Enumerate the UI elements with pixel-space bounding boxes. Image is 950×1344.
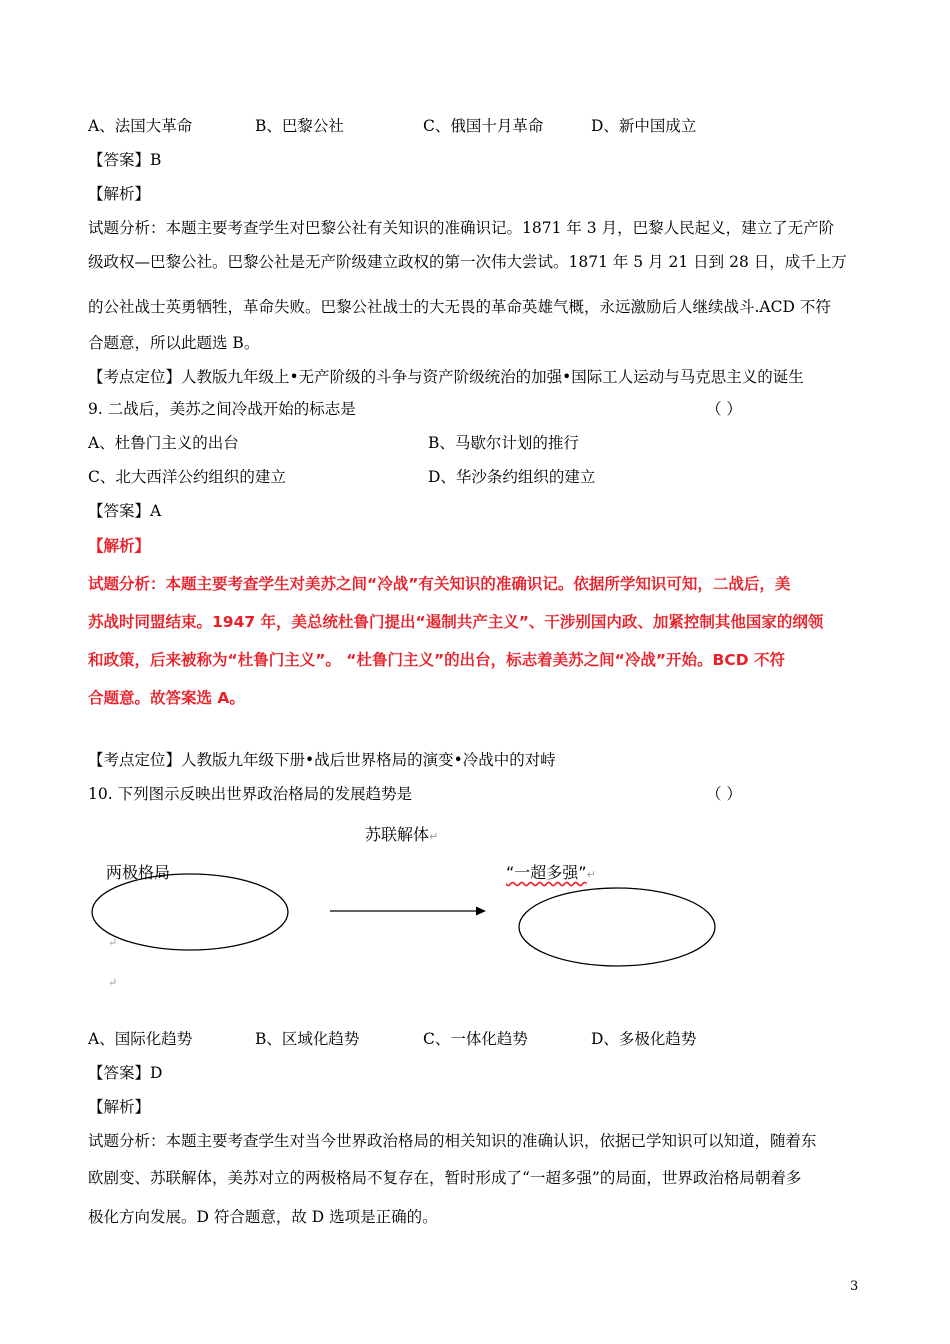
diagram-label-bipolar: 两极格局 bbox=[106, 863, 171, 882]
q8-analysis-line: 级政权—巴黎公社。巴黎公社是无产阶级建立政权的第一次伟大尝试。1871 年 5 月 21 日到 28 日，成千上万 bbox=[88, 253, 847, 271]
q8-option-b: B、巴黎公社 bbox=[255, 117, 344, 135]
q10-option-a: A、国际化趋势 bbox=[88, 1030, 193, 1048]
q9-option-c: C、北大西洋公约组织的建立 bbox=[88, 468, 286, 486]
q10-analysis-title: 【解析】 bbox=[88, 1098, 151, 1116]
q10-option-d: D、多极化趋势 bbox=[591, 1030, 697, 1048]
q8-analysis-line: 合题意，所以此题选 B。 bbox=[88, 334, 260, 352]
q8-answer: 【答案】B bbox=[88, 151, 162, 169]
q8-analysis-line: 试题分析：本题主要考查学生对巴黎公社有关知识的准确识记。1871 年 3 月，巴黎人民起义，建立了无产阶 bbox=[88, 219, 835, 237]
q10-answer-blank: （ ） bbox=[706, 785, 742, 803]
q8-option-d: D、新中国成立 bbox=[591, 117, 697, 135]
q8-analysis-title: 【解析】 bbox=[88, 185, 151, 203]
page-number: 3 bbox=[850, 1279, 859, 1294]
q9-answer: 【答案】A bbox=[88, 502, 162, 520]
q9-analysis-line: 合题意。故答案选 A。 bbox=[88, 689, 245, 707]
q9-option-a: A、杜鲁门主义的出台 bbox=[88, 434, 239, 452]
diagram-label-soviet-collapse: 苏联解体 bbox=[365, 825, 430, 844]
q9-analysis-line: 和政策，后来被称为“杜鲁门主义”。 “杜鲁门主义”的出台，标志着美苏之间“冷战”开始。BCD 不符 bbox=[88, 651, 785, 669]
q8-kaodian: 【考点定位】人教版九年级上•无产阶级的斗争与资产阶级统治的加强•国际工人运动与马克思主义的诞生 bbox=[88, 368, 804, 386]
arrow-head-icon bbox=[476, 907, 486, 916]
q10-analysis-line: 试题分析：本题主要考查学生对当今世界政治格局的相关知识的准确认识，依据已学知识可以知道，随着东 bbox=[88, 1132, 817, 1150]
q10-option-b: B、区域化趋势 bbox=[255, 1030, 360, 1048]
q9-answer-blank: （ ） bbox=[706, 400, 742, 418]
paragraph-mark-icon: ↵ bbox=[586, 868, 596, 881]
q8-analysis-line: 的公社战士英勇牺牲，革命失败。巴黎公社战士的大无畏的革命英雄气概，永远激励后人继续战斗.ACD 不符 bbox=[88, 298, 831, 316]
diagram-label-one-superpower: “一超多强” bbox=[506, 863, 587, 882]
paragraph-mark-icon: ↵ bbox=[429, 830, 439, 843]
q10-option-c: C、一体化趋势 bbox=[423, 1030, 528, 1048]
paragraph-mark-icon: ↵ bbox=[108, 936, 118, 949]
q9-analysis-line: 试题分析：本题主要考查学生对美苏之间“冷战”有关知识的准确识记。依据所学知识可知，二战后，美 bbox=[88, 575, 791, 593]
paragraph-mark-icon: ↵ bbox=[108, 976, 118, 989]
bipolar-ellipse bbox=[92, 874, 288, 950]
q9-stem: 9. 二战后，美苏之间冷战开始的标志是 bbox=[88, 400, 356, 418]
q10-analysis-line: 欧剧变、苏联解体，美苏对立的两极格局不复存在，暂时形成了“一超多强”的局面，世界政治格局朝着多 bbox=[88, 1169, 802, 1187]
q9-option-d: D、华沙条约组织的建立 bbox=[428, 468, 596, 486]
multipolar-ellipse bbox=[519, 888, 715, 966]
q10-answer: 【答案】D bbox=[88, 1064, 163, 1082]
q9-analysis-line: 苏战时同盟结束。1947 年，美总统杜鲁门提出“遏制共产主义”、干涉别国内政、加紧控制其他国家的纲领 bbox=[88, 613, 824, 631]
q8-option-a: A、法国大革命 bbox=[88, 117, 193, 135]
q9-analysis-title: 【解析】 bbox=[88, 537, 151, 555]
q8-option-c: C、俄国十月革命 bbox=[423, 117, 544, 135]
q9-kaodian: 【考点定位】人教版九年级下册•战后世界格局的演变•冷战中的对峙 bbox=[88, 751, 556, 769]
q9-option-b: B、马歇尔计划的推行 bbox=[428, 434, 579, 452]
q10-stem: 10. 下列图示反映出世界政治格局的发展趋势是 bbox=[88, 785, 413, 803]
q10-analysis-line: 极化方向发展。D 符合题意，故 D 选项是正确的。 bbox=[88, 1208, 438, 1226]
